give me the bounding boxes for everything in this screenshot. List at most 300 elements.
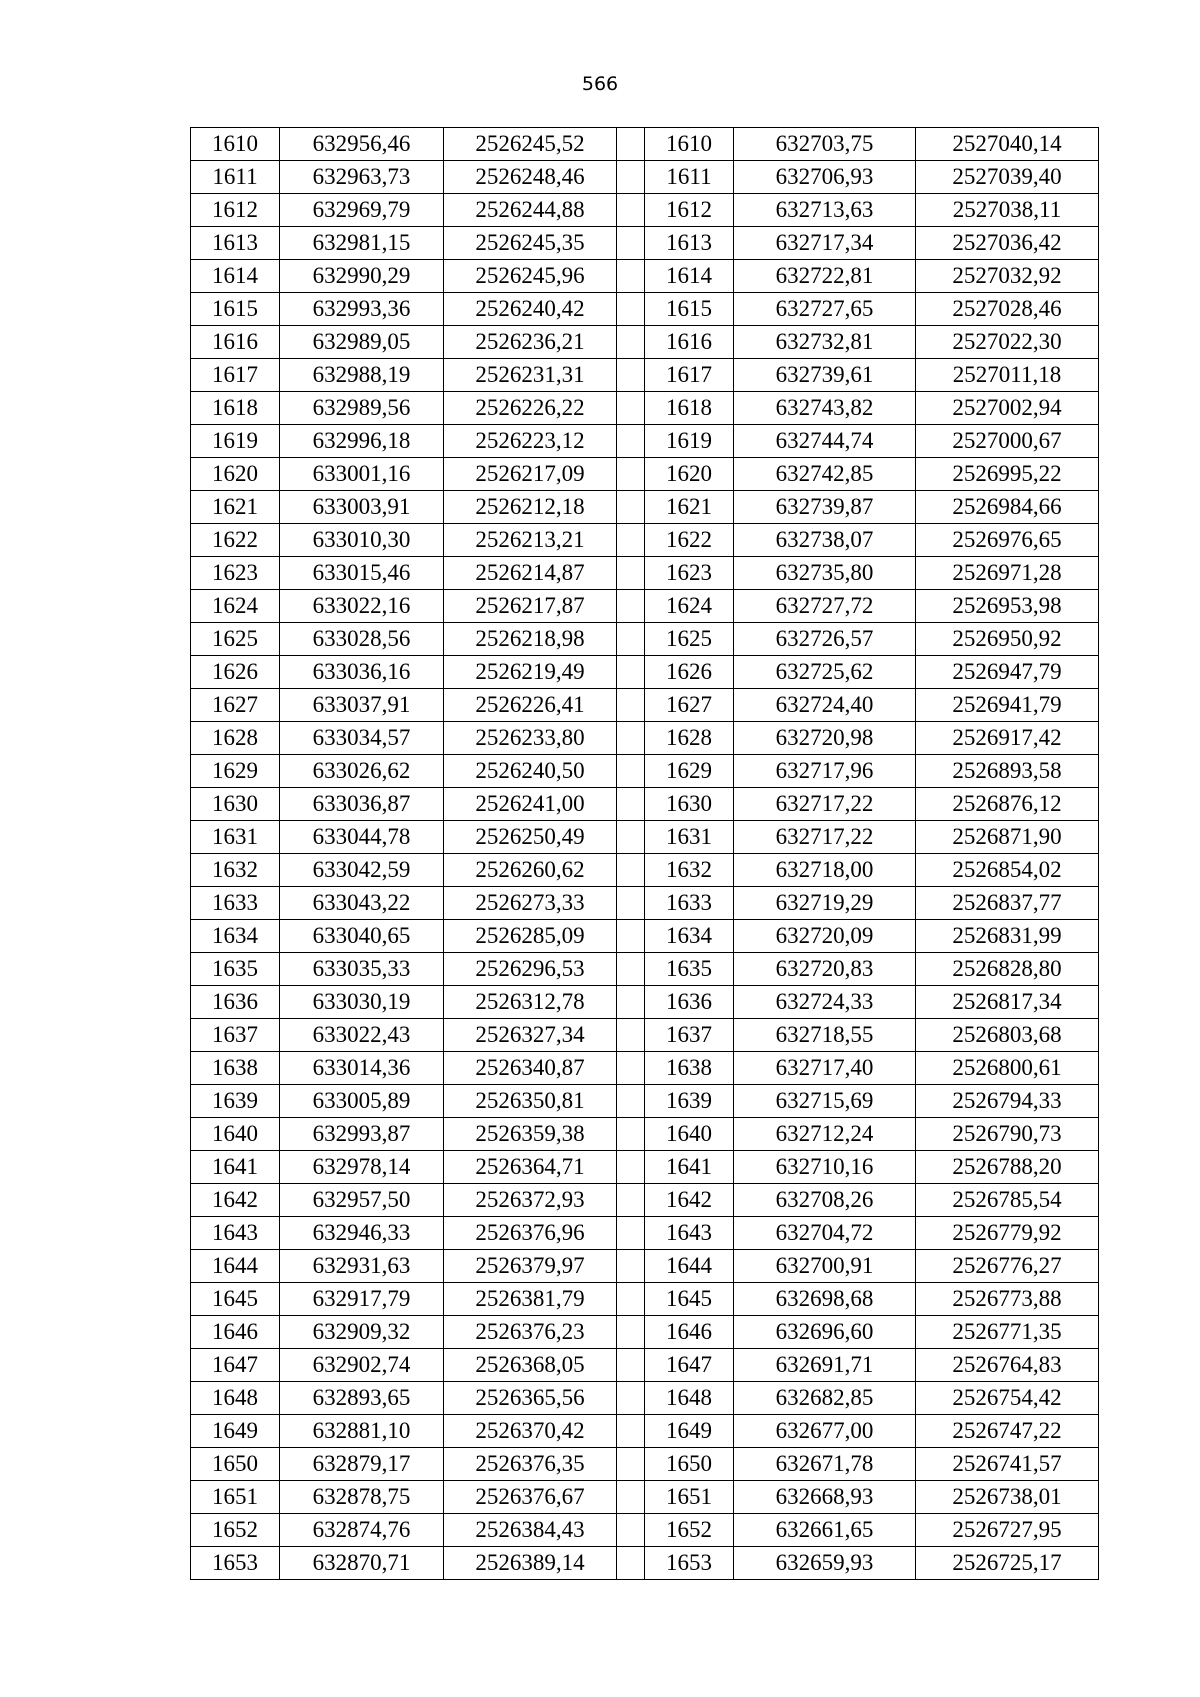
point-number-cell: 1633 (645, 887, 734, 920)
x-coordinate-cell: 632732,81 (734, 326, 916, 359)
y-coordinate-cell: 2526854,02 (916, 854, 1099, 887)
x-coordinate-cell: 632671,78 (734, 1448, 916, 1481)
coordinates-table-body (191, 128, 1099, 1580)
point-number-cell: 1628 (645, 722, 734, 755)
table-row (191, 1448, 1099, 1481)
table-row (191, 1547, 1099, 1580)
x-coordinate-cell: 632691,71 (734, 1349, 916, 1382)
point-number-cell: 1610 (191, 128, 280, 161)
page-number: 566 (581, 73, 619, 95)
separator-cell (617, 293, 645, 326)
y-coordinate-cell: 2526240,50 (444, 755, 617, 788)
table-row (191, 293, 1099, 326)
y-coordinate-cell: 2526727,95 (916, 1514, 1099, 1547)
separator-cell (617, 1019, 645, 1052)
y-coordinate-cell: 2526368,05 (444, 1349, 617, 1382)
separator-cell (617, 359, 645, 392)
x-coordinate-cell: 633026,62 (280, 755, 444, 788)
separator-cell (617, 887, 645, 920)
x-coordinate-cell: 632893,65 (280, 1382, 444, 1415)
x-coordinate-cell: 632739,61 (734, 359, 916, 392)
y-coordinate-cell: 2527032,92 (916, 260, 1099, 293)
x-coordinate-cell: 632917,79 (280, 1283, 444, 1316)
x-coordinate-cell: 632717,22 (734, 821, 916, 854)
x-coordinate-cell: 632874,76 (280, 1514, 444, 1547)
x-coordinate-cell: 633005,89 (280, 1085, 444, 1118)
y-coordinate-cell: 2526370,42 (444, 1415, 617, 1448)
point-number-cell: 1613 (191, 227, 280, 260)
y-coordinate-cell: 2526389,14 (444, 1547, 617, 1580)
x-coordinate-cell: 632706,93 (734, 161, 916, 194)
point-number-cell: 1646 (191, 1316, 280, 1349)
x-coordinate-cell: 632659,93 (734, 1547, 916, 1580)
y-coordinate-cell: 2526738,01 (916, 1481, 1099, 1514)
y-coordinate-cell: 2526871,90 (916, 821, 1099, 854)
x-coordinate-cell: 633044,78 (280, 821, 444, 854)
point-number-cell: 1612 (191, 194, 280, 227)
table-row (191, 260, 1099, 293)
x-coordinate-cell: 632726,57 (734, 623, 916, 656)
table-row (191, 623, 1099, 656)
y-coordinate-cell: 2526950,92 (916, 623, 1099, 656)
x-coordinate-cell: 632717,22 (734, 788, 916, 821)
x-coordinate-cell: 632710,16 (734, 1151, 916, 1184)
separator-cell (617, 1151, 645, 1184)
separator-cell (617, 1217, 645, 1250)
separator-cell (617, 689, 645, 722)
table-row (191, 689, 1099, 722)
table-row (191, 887, 1099, 920)
point-number-cell: 1613 (645, 227, 734, 260)
separator-cell (617, 491, 645, 524)
x-coordinate-cell: 632963,73 (280, 161, 444, 194)
x-coordinate-cell: 632996,18 (280, 425, 444, 458)
table-row (191, 1481, 1099, 1514)
point-number-cell: 1637 (645, 1019, 734, 1052)
x-coordinate-cell: 632738,07 (734, 524, 916, 557)
y-coordinate-cell: 2526803,68 (916, 1019, 1099, 1052)
point-number-cell: 1620 (191, 458, 280, 491)
y-coordinate-cell: 2526365,56 (444, 1382, 617, 1415)
y-coordinate-cell: 2526788,20 (916, 1151, 1099, 1184)
point-number-cell: 1612 (645, 194, 734, 227)
point-number-cell: 1616 (645, 326, 734, 359)
x-coordinate-cell: 632696,60 (734, 1316, 916, 1349)
y-coordinate-cell: 2526296,53 (444, 953, 617, 986)
point-number-cell: 1623 (191, 557, 280, 590)
y-coordinate-cell: 2526893,58 (916, 755, 1099, 788)
table-row (191, 128, 1099, 161)
point-number-cell: 1646 (645, 1316, 734, 1349)
y-coordinate-cell: 2526771,35 (916, 1316, 1099, 1349)
y-coordinate-cell: 2527000,67 (916, 425, 1099, 458)
table-row (191, 821, 1099, 854)
separator-cell (617, 260, 645, 293)
y-coordinate-cell: 2526213,21 (444, 524, 617, 557)
separator-cell (617, 1547, 645, 1580)
table-row (191, 1019, 1099, 1052)
x-coordinate-cell: 632988,19 (280, 359, 444, 392)
x-coordinate-cell: 632722,81 (734, 260, 916, 293)
x-coordinate-cell: 633014,36 (280, 1052, 444, 1085)
y-coordinate-cell: 2526223,12 (444, 425, 617, 458)
point-number-cell: 1642 (645, 1184, 734, 1217)
point-number-cell: 1640 (191, 1118, 280, 1151)
y-coordinate-cell: 2526214,87 (444, 557, 617, 590)
x-coordinate-cell: 633040,65 (280, 920, 444, 953)
point-number-cell: 1653 (645, 1547, 734, 1580)
table-row (191, 392, 1099, 425)
separator-cell (617, 458, 645, 491)
x-coordinate-cell: 632989,56 (280, 392, 444, 425)
point-number-cell: 1637 (191, 1019, 280, 1052)
point-number-cell: 1628 (191, 722, 280, 755)
point-number-cell: 1650 (645, 1448, 734, 1481)
x-coordinate-cell: 633042,59 (280, 854, 444, 887)
point-number-cell: 1634 (645, 920, 734, 953)
separator-cell (617, 326, 645, 359)
point-number-cell: 1621 (645, 491, 734, 524)
y-coordinate-cell: 2526244,88 (444, 194, 617, 227)
y-coordinate-cell: 2526245,52 (444, 128, 617, 161)
point-number-cell: 1626 (645, 656, 734, 689)
y-coordinate-cell: 2526876,12 (916, 788, 1099, 821)
point-number-cell: 1614 (191, 260, 280, 293)
point-number-cell: 1624 (645, 590, 734, 623)
y-coordinate-cell: 2526327,34 (444, 1019, 617, 1052)
table-row (191, 425, 1099, 458)
separator-cell (617, 953, 645, 986)
y-coordinate-cell: 2527028,46 (916, 293, 1099, 326)
table-row (191, 1349, 1099, 1382)
table-row (191, 1217, 1099, 1250)
table-row (191, 458, 1099, 491)
y-coordinate-cell: 2526240,42 (444, 293, 617, 326)
table-row (191, 557, 1099, 590)
point-number-cell: 1645 (191, 1283, 280, 1316)
separator-cell (617, 1283, 645, 1316)
point-number-cell: 1626 (191, 656, 280, 689)
point-number-cell: 1630 (645, 788, 734, 821)
y-coordinate-cell: 2526233,80 (444, 722, 617, 755)
separator-cell (617, 1085, 645, 1118)
point-number-cell: 1621 (191, 491, 280, 524)
point-number-cell: 1618 (645, 392, 734, 425)
x-coordinate-cell: 632682,85 (734, 1382, 916, 1415)
table-row (191, 194, 1099, 227)
separator-cell (617, 1118, 645, 1151)
point-number-cell: 1617 (645, 359, 734, 392)
point-number-cell: 1615 (191, 293, 280, 326)
y-coordinate-cell: 2526747,22 (916, 1415, 1099, 1448)
x-coordinate-cell: 632744,74 (734, 425, 916, 458)
x-coordinate-cell: 632720,09 (734, 920, 916, 953)
point-number-cell: 1645 (645, 1283, 734, 1316)
x-coordinate-cell: 633043,22 (280, 887, 444, 920)
point-number-cell: 1647 (191, 1349, 280, 1382)
x-coordinate-cell: 632902,74 (280, 1349, 444, 1382)
point-number-cell: 1638 (645, 1052, 734, 1085)
y-coordinate-cell: 2526800,61 (916, 1052, 1099, 1085)
separator-cell (617, 821, 645, 854)
point-number-cell: 1630 (191, 788, 280, 821)
point-number-cell: 1619 (191, 425, 280, 458)
separator-cell (617, 128, 645, 161)
x-coordinate-cell: 632956,46 (280, 128, 444, 161)
separator-cell (617, 227, 645, 260)
table-row (191, 1316, 1099, 1349)
x-coordinate-cell: 632990,29 (280, 260, 444, 293)
y-coordinate-cell: 2526947,79 (916, 656, 1099, 689)
separator-cell (617, 1382, 645, 1415)
separator-cell (617, 590, 645, 623)
point-number-cell: 1634 (191, 920, 280, 953)
y-coordinate-cell: 2526217,87 (444, 590, 617, 623)
y-coordinate-cell: 2526245,35 (444, 227, 617, 260)
table-row (191, 1052, 1099, 1085)
y-coordinate-cell: 2526917,42 (916, 722, 1099, 755)
y-coordinate-cell: 2526248,46 (444, 161, 617, 194)
separator-cell (617, 755, 645, 788)
y-coordinate-cell: 2526773,88 (916, 1283, 1099, 1316)
x-coordinate-cell: 632881,10 (280, 1415, 444, 1448)
y-coordinate-cell: 2526273,33 (444, 887, 617, 920)
point-number-cell: 1629 (191, 755, 280, 788)
table-row (191, 491, 1099, 524)
point-number-cell: 1622 (191, 524, 280, 557)
table-row (191, 1184, 1099, 1217)
x-coordinate-cell: 632720,98 (734, 722, 916, 755)
point-number-cell: 1620 (645, 458, 734, 491)
x-coordinate-cell: 632879,17 (280, 1448, 444, 1481)
point-number-cell: 1648 (645, 1382, 734, 1415)
point-number-cell: 1649 (645, 1415, 734, 1448)
x-coordinate-cell: 632993,87 (280, 1118, 444, 1151)
table-row (191, 590, 1099, 623)
x-coordinate-cell: 632700,91 (734, 1250, 916, 1283)
point-number-cell: 1633 (191, 887, 280, 920)
table-row (191, 953, 1099, 986)
y-coordinate-cell: 2526212,18 (444, 491, 617, 524)
separator-cell (617, 788, 645, 821)
point-number-cell: 1617 (191, 359, 280, 392)
separator-cell (617, 1052, 645, 1085)
y-coordinate-cell: 2527039,40 (916, 161, 1099, 194)
point-number-cell: 1614 (645, 260, 734, 293)
y-coordinate-cell: 2526260,62 (444, 854, 617, 887)
separator-cell (617, 1415, 645, 1448)
y-coordinate-cell: 2526379,97 (444, 1250, 617, 1283)
y-coordinate-cell: 2526831,99 (916, 920, 1099, 953)
x-coordinate-cell: 633030,19 (280, 986, 444, 1019)
separator-cell (617, 392, 645, 425)
y-coordinate-cell: 2526995,22 (916, 458, 1099, 491)
table-row (191, 227, 1099, 260)
y-coordinate-cell: 2526725,17 (916, 1547, 1099, 1580)
x-coordinate-cell: 632725,62 (734, 656, 916, 689)
table-row (191, 326, 1099, 359)
point-number-cell: 1625 (191, 623, 280, 656)
y-coordinate-cell: 2526741,57 (916, 1448, 1099, 1481)
x-coordinate-cell: 632743,82 (734, 392, 916, 425)
y-coordinate-cell: 2526376,67 (444, 1481, 617, 1514)
x-coordinate-cell: 632969,79 (280, 194, 444, 227)
point-number-cell: 1622 (645, 524, 734, 557)
y-coordinate-cell: 2526372,93 (444, 1184, 617, 1217)
coordinates-table (190, 127, 1099, 1580)
x-coordinate-cell: 632704,72 (734, 1217, 916, 1250)
separator-cell (617, 1250, 645, 1283)
table-row (191, 1250, 1099, 1283)
point-number-cell: 1635 (191, 953, 280, 986)
table-row (191, 788, 1099, 821)
y-coordinate-cell: 2526218,98 (444, 623, 617, 656)
x-coordinate-cell: 632720,83 (734, 953, 916, 986)
separator-cell (617, 194, 645, 227)
point-number-cell: 1653 (191, 1547, 280, 1580)
point-number-cell: 1611 (645, 161, 734, 194)
y-coordinate-cell: 2526245,96 (444, 260, 617, 293)
point-number-cell: 1627 (645, 689, 734, 722)
x-coordinate-cell: 632978,14 (280, 1151, 444, 1184)
separator-cell (617, 1514, 645, 1547)
table-row (191, 920, 1099, 953)
x-coordinate-cell: 632712,24 (734, 1118, 916, 1151)
y-coordinate-cell: 2526340,87 (444, 1052, 617, 1085)
table-row (191, 986, 1099, 1019)
table-row (191, 854, 1099, 887)
x-coordinate-cell: 633003,91 (280, 491, 444, 524)
y-coordinate-cell: 2526837,77 (916, 887, 1099, 920)
table-row (191, 359, 1099, 392)
table-row (191, 524, 1099, 557)
x-coordinate-cell: 633036,16 (280, 656, 444, 689)
x-coordinate-cell: 632677,00 (734, 1415, 916, 1448)
separator-cell (617, 557, 645, 590)
y-coordinate-cell: 2526241,00 (444, 788, 617, 821)
separator-cell (617, 1349, 645, 1382)
separator-cell (617, 854, 645, 887)
y-coordinate-cell: 2526376,96 (444, 1217, 617, 1250)
x-coordinate-cell: 633037,91 (280, 689, 444, 722)
x-coordinate-cell: 632870,71 (280, 1547, 444, 1580)
x-coordinate-cell: 632713,63 (734, 194, 916, 227)
x-coordinate-cell: 632981,15 (280, 227, 444, 260)
x-coordinate-cell: 632957,50 (280, 1184, 444, 1217)
x-coordinate-cell: 633015,46 (280, 557, 444, 590)
x-coordinate-cell: 633036,87 (280, 788, 444, 821)
point-number-cell: 1615 (645, 293, 734, 326)
y-coordinate-cell: 2526984,66 (916, 491, 1099, 524)
point-number-cell: 1627 (191, 689, 280, 722)
x-coordinate-cell: 633022,16 (280, 590, 444, 623)
separator-cell (617, 722, 645, 755)
x-coordinate-cell: 633022,43 (280, 1019, 444, 1052)
point-number-cell: 1652 (645, 1514, 734, 1547)
table-row (191, 1118, 1099, 1151)
x-coordinate-cell: 632727,65 (734, 293, 916, 326)
point-number-cell: 1644 (191, 1250, 280, 1283)
table-row (191, 1514, 1099, 1547)
y-coordinate-cell: 2526790,73 (916, 1118, 1099, 1151)
y-coordinate-cell: 2526976,65 (916, 524, 1099, 557)
point-number-cell: 1625 (645, 623, 734, 656)
separator-cell (617, 1316, 645, 1349)
x-coordinate-cell: 632724,33 (734, 986, 916, 1019)
x-coordinate-cell: 632993,36 (280, 293, 444, 326)
point-number-cell: 1629 (645, 755, 734, 788)
y-coordinate-cell: 2527022,30 (916, 326, 1099, 359)
y-coordinate-cell: 2526794,33 (916, 1085, 1099, 1118)
point-number-cell: 1651 (645, 1481, 734, 1514)
point-number-cell: 1640 (645, 1118, 734, 1151)
point-number-cell: 1623 (645, 557, 734, 590)
x-coordinate-cell: 632742,85 (734, 458, 916, 491)
separator-cell (617, 1448, 645, 1481)
separator-cell (617, 1184, 645, 1217)
x-coordinate-cell: 632668,93 (734, 1481, 916, 1514)
separator-cell (617, 161, 645, 194)
point-number-cell: 1632 (191, 854, 280, 887)
x-coordinate-cell: 632946,33 (280, 1217, 444, 1250)
separator-cell (617, 623, 645, 656)
y-coordinate-cell: 2527036,42 (916, 227, 1099, 260)
x-coordinate-cell: 633035,33 (280, 953, 444, 986)
x-coordinate-cell: 633034,57 (280, 722, 444, 755)
x-coordinate-cell: 632735,80 (734, 557, 916, 590)
y-coordinate-cell: 2526231,31 (444, 359, 617, 392)
y-coordinate-cell: 2526219,49 (444, 656, 617, 689)
point-number-cell: 1636 (191, 986, 280, 1019)
y-coordinate-cell: 2526971,28 (916, 557, 1099, 590)
table-row (191, 755, 1099, 788)
y-coordinate-cell: 2526754,42 (916, 1382, 1099, 1415)
x-coordinate-cell: 632715,69 (734, 1085, 916, 1118)
table-row (191, 1283, 1099, 1316)
point-number-cell: 1644 (645, 1250, 734, 1283)
table-row (191, 1415, 1099, 1448)
x-coordinate-cell: 632727,72 (734, 590, 916, 623)
point-number-cell: 1652 (191, 1514, 280, 1547)
point-number-cell: 1639 (645, 1085, 734, 1118)
x-coordinate-cell: 632989,05 (280, 326, 444, 359)
x-coordinate-cell: 632719,29 (734, 887, 916, 920)
y-coordinate-cell: 2526941,79 (916, 689, 1099, 722)
separator-cell (617, 524, 645, 557)
x-coordinate-cell: 632661,65 (734, 1514, 916, 1547)
point-number-cell: 1619 (645, 425, 734, 458)
y-coordinate-cell: 2526764,83 (916, 1349, 1099, 1382)
point-number-cell: 1643 (645, 1217, 734, 1250)
y-coordinate-cell: 2526226,41 (444, 689, 617, 722)
x-coordinate-cell: 632724,40 (734, 689, 916, 722)
x-coordinate-cell: 632739,87 (734, 491, 916, 524)
table-row (191, 1151, 1099, 1184)
x-coordinate-cell: 632909,32 (280, 1316, 444, 1349)
x-coordinate-cell: 632718,55 (734, 1019, 916, 1052)
y-coordinate-cell: 2526350,81 (444, 1085, 617, 1118)
x-coordinate-cell: 632931,63 (280, 1250, 444, 1283)
y-coordinate-cell: 2526785,54 (916, 1184, 1099, 1217)
y-coordinate-cell: 2526776,27 (916, 1250, 1099, 1283)
point-number-cell: 1618 (191, 392, 280, 425)
x-coordinate-cell: 632878,75 (280, 1481, 444, 1514)
point-number-cell: 1631 (645, 821, 734, 854)
point-number-cell: 1641 (191, 1151, 280, 1184)
point-number-cell: 1643 (191, 1217, 280, 1250)
point-number-cell: 1651 (191, 1481, 280, 1514)
x-coordinate-cell: 632717,34 (734, 227, 916, 260)
